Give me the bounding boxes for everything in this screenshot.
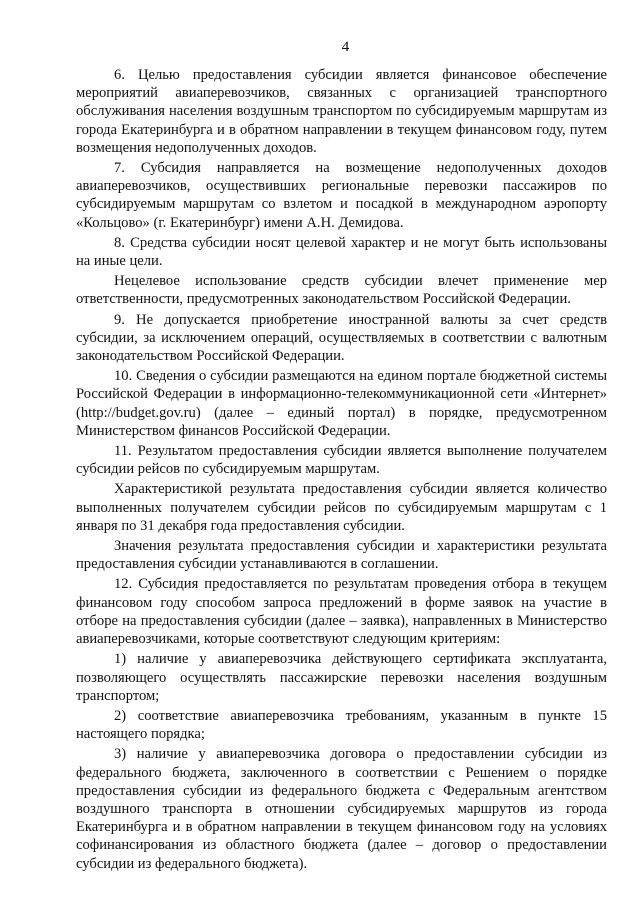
paragraph-11-characteristic: Характеристикой результата предоставления субсидии является количество выполненных получателем субсидии рейсов по субсидируемым маршрутам с 1 января по 31 декабря года предоставления субсидии. xyxy=(76,481,607,534)
paragraph-9: 9. Не допускается приобретение иностранной валюты за счет средств субсидии, за исключением операций, осуществляемых в соответствии с валютным законодательством Российской Федерации. xyxy=(76,311,607,365)
document-page xyxy=(76,38,607,875)
criterion-3: 3) наличие у авиаперевозчика договора о предоставлении субсидии из федерального бюджета, заключенного в соответствии с Решением о порядке предоставления субсидии из федерального бюджета с Федеральным агентством воздушного транспорта в отношении субсидируемых маршрутов из города Екатеринбурга и в обратном направлении в текущем финансовом году на условиях софинансирования из областного бюджета (далее – договор о предоставлении субсидии из федерального бюджета). xyxy=(76,746,607,872)
paragraph-11: 11. Результатом предоставления субсидии является выполнение получателем субсидии рейсов по субсидируемым маршрутам. xyxy=(76,443,607,478)
paragraph-8: 8. Средства субсидии носят целевой характер и не могут быть использованы на иные цели. xyxy=(76,234,607,270)
paragraph-11-values: Значения результата предоставления субсидии и характеристики результата предоставления субсидии устанавливаются в соглашении. xyxy=(76,538,607,573)
paragraph-10: 10. Сведения о субсидии размещаются на едином портале бюджетной системы Российской Федерации в информационно-телекоммуникационной сети «Интернет» (http://budget.gov.ru) (далее – единый портал) в порядке, предусмотренном Министерством финансов Российской Федерации. xyxy=(76,368,607,439)
page-number: 4 xyxy=(341,39,350,55)
paragraph-8-misuse: Нецелевое использование средств субсидии влечет применение мер ответственности, предусмотренных законодательством Российской Федерации. xyxy=(76,273,607,308)
paragraph-12: 12. Субсидия предоставляется по результатам проведения отбора в текущем финансовом году способом запроса предложений в форме заявок на участие в отборе на предоставления субсидии (далее – заявка), направленных в Министерство авиаперевозчиками, которые соответствуют следующим критериям: xyxy=(76,576,607,648)
paragraph-7: 7. Субсидия направляется на возмещение недополученных доходов авиаперевозчиков, осуществивших региональные перевозки пассажиров по субсидируемым маршрутам со взлетом и посадкой в международном аэропорту «Кольцово» (г. Екатеринбург) имени А.Н. Демидова. xyxy=(76,160,607,231)
paragraph-6: 6. Целью предоставления субсидии является финансовое обеспечение мероприятий авиаперевозчиков, связанных с организацией транспортного обслуживания населения воздушным транспортом по субсидируемым маршрутам из города Екатеринбурга и в обратном направлении в текущем финансовом году, путем возмещения недополученных доходов. xyxy=(76,67,607,156)
criterion-2: 2) соответствие авиаперевозчика требованиям, указанным в пункте 15 настоящего порядка; xyxy=(76,707,607,743)
criterion-1: 1) наличие у авиаперевозчика действующего сертификата эксплуатанта, позволяющего осуществлять пассажирские перевозки населения воздушным транспортом; xyxy=(76,651,607,704)
